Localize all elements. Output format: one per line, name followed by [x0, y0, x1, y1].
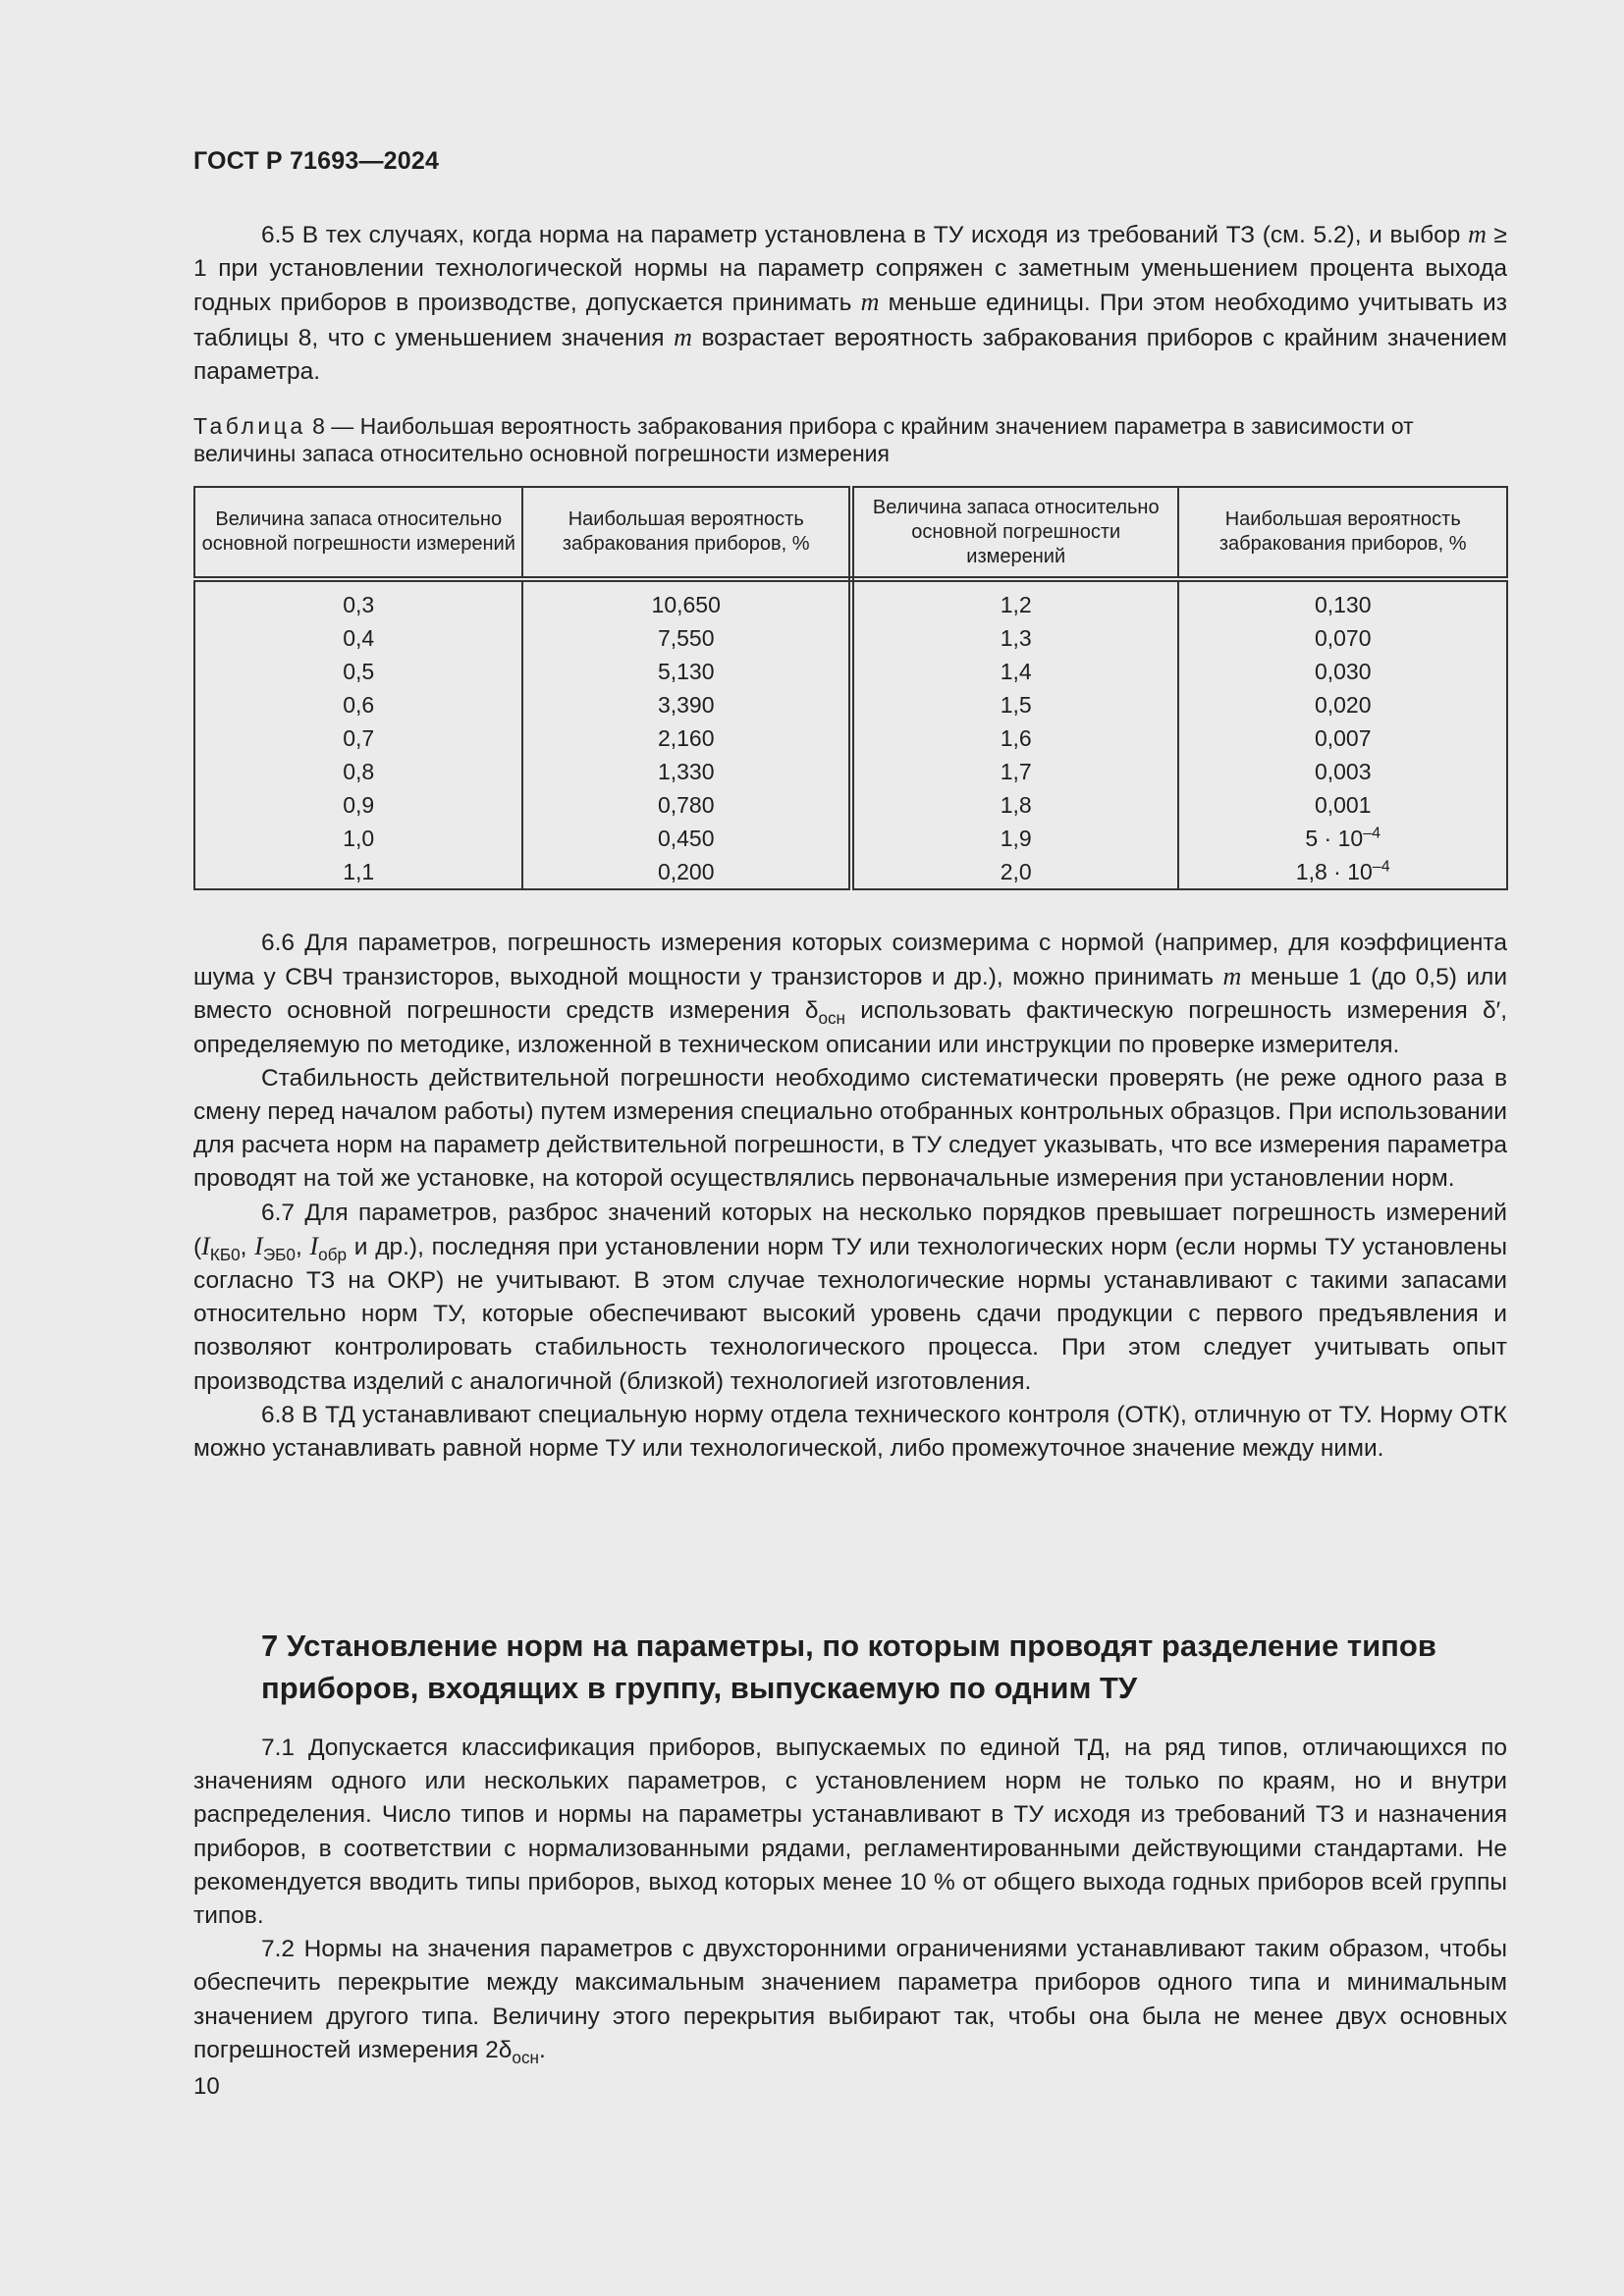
- table-row: 0,7 2,160 1,6 0,007: [194, 721, 1507, 755]
- paragraph-stability: Стабильность действительной погрешности необходимо систематически проверять (не реже одного раза в смену перед началом работы) путем измерения специально отобранных контрольных образцов. При использовании для расчета норм на параметр действительной погрешности, в ТУ следует указывать, что все измерения параметра проводят на той же установке, на которой осуществлялись первоначальные измерения при установлении норм.: [193, 1064, 1507, 1193]
- page-number: 10: [193, 2073, 220, 2100]
- paragraph-6-7: 6.7 Для параметров, разброс значений которых на несколько порядков превышает погрешность измерений ($I_{КБ0}$, $I_{ЭБ0}$, $I_{обр}$ и др.), последняя при установлении норм ТУ или технологических норм (если нормы ТУ установлены согласно ТЗ на ОКР) не учитывают. В этом случае технологические нормы устанавливают с такими запасами относительно норм ТУ, которые обеспечивают высокий уровень сдачи продукции с первого предъявления и позволяют контролировать стабильность технологического процесса. При этом следует учитывать опыт производства изделий с аналогичной (близкой) технологией изготовления.: [193, 1199, 1508, 1395]
- table-caption: Таблица 8 — Наибольшая вероятность забракования прибора с крайним значением параметра в зависимости от величины запаса относительно основной погрешности измерения: [193, 413, 1414, 466]
- paragraph-6-6: 6.6 Для параметров, погрешность измерения которых соизмерима с нормой (например, для коэффициента шума у СВЧ транзисторов, выходной мощности у транзисторов и др.), можно принимать m меньше 1 (до 0,5) или вместо основной погрешности средств измерения $\delta_{осн}$ использовать фактическую погрешность измерения δ′, определяемую по методике, изложенной в техническом описании или инструкции по проверке измерителя.: [193, 930, 1507, 1058]
- section-7-body: [193, 1732, 1507, 2067]
- paragraph-7-2: 7.2 Нормы на значения параметров с двухсторонними ограничениями устанавливают таким образом, чтобы обеспечить перекрытие между максимальным значением параметра приборов одного типа и минимальным значением другого типа. Величину этого перекрытия выбирают так, чтобы она была не менее двух основных погрешностей измерения $2\delta_{осн}$.: [193, 1936, 1507, 2067]
- column-header: Величина запаса относительно основной погрешности измерений: [194, 487, 522, 579]
- column-header: Наибольшая вероятность забракования приборов, %: [1178, 487, 1507, 579]
- paragraph-6-8: 6.8 В ТД устанавливают специальную норму отдела технического контроля (ОТК), отличную от ТУ. Норму ОТК можно устанавливать равной норме ТУ или технологической, либо промежуточное значение между ними.: [193, 1401, 1507, 1463]
- document-header: ГОСТ Р 71693—2024: [193, 147, 440, 175]
- paragraph-6-5: 6.5 В тех случаях, когда норма на параметр установлена в ТУ исходя из требований ТЗ (см. 5.2), и выбор m ≥ 1 при установлении технологической нормы на параметр сопряжен с заметным уменьшением процента выхода годных приборов в производстве, допускается принимать m меньше единицы. При этом необходимо учитывать из таблицы 8, что с уменьшением значения m возрастает вероятность забракования приборов с крайним значением параметра.: [193, 220, 1507, 385]
- column-header: Наибольшая вероятность забракования приборов, %: [522, 487, 851, 579]
- table-row: 0,4 7,550 1,3 0,070: [194, 621, 1507, 655]
- table-row: 0,6 3,390 1,5 0,020: [194, 688, 1507, 721]
- table-row: 0,3 10,650 1,2 0,130: [194, 579, 1507, 621]
- section-6-continued: [193, 927, 1507, 1466]
- column-header: Величина запаса относительно основной погрешности измерений: [851, 487, 1179, 579]
- probability-table: [193, 486, 1508, 890]
- table-row: 1,0 0,450 1,9 $5 \cdot 10^{-4}$: [194, 822, 1507, 855]
- table-row: 0,5 5,130 1,4 0,030: [194, 655, 1507, 688]
- table-row: 0,9 0,780 1,8 0,001: [194, 788, 1507, 822]
- paragraph-7-1: 7.1 Допускается классификация приборов, выпускаемых по единой ТД, на ряд типов, отличающихся по значениям одного или нескольких параметров, с установлением норм не только по краям, но и внутри распределения. Число типов и нормы на параметры устанавливают в ТУ исходя из требований ТЗ и назначения приборов, в соответствии с нормализованными рядами, регламентированными действующими стандартами. Не рекомендуется вводить типы приборов, выход которых менее 10 % от общего выхода годных приборов всей группы типов.: [193, 1735, 1507, 1930]
- table-row: 0,8 1,330 1,7 0,003: [194, 755, 1507, 788]
- section-7-heading: 7 Установление норм на параметры, по которым проводят разделение типов приборов, входящих в группу, выпускаемую по одним ТУ: [261, 1629, 1436, 1705]
- table-row: 1,1 0,200 2,0 $1,8 \cdot 10^{-4}$: [194, 855, 1507, 889]
